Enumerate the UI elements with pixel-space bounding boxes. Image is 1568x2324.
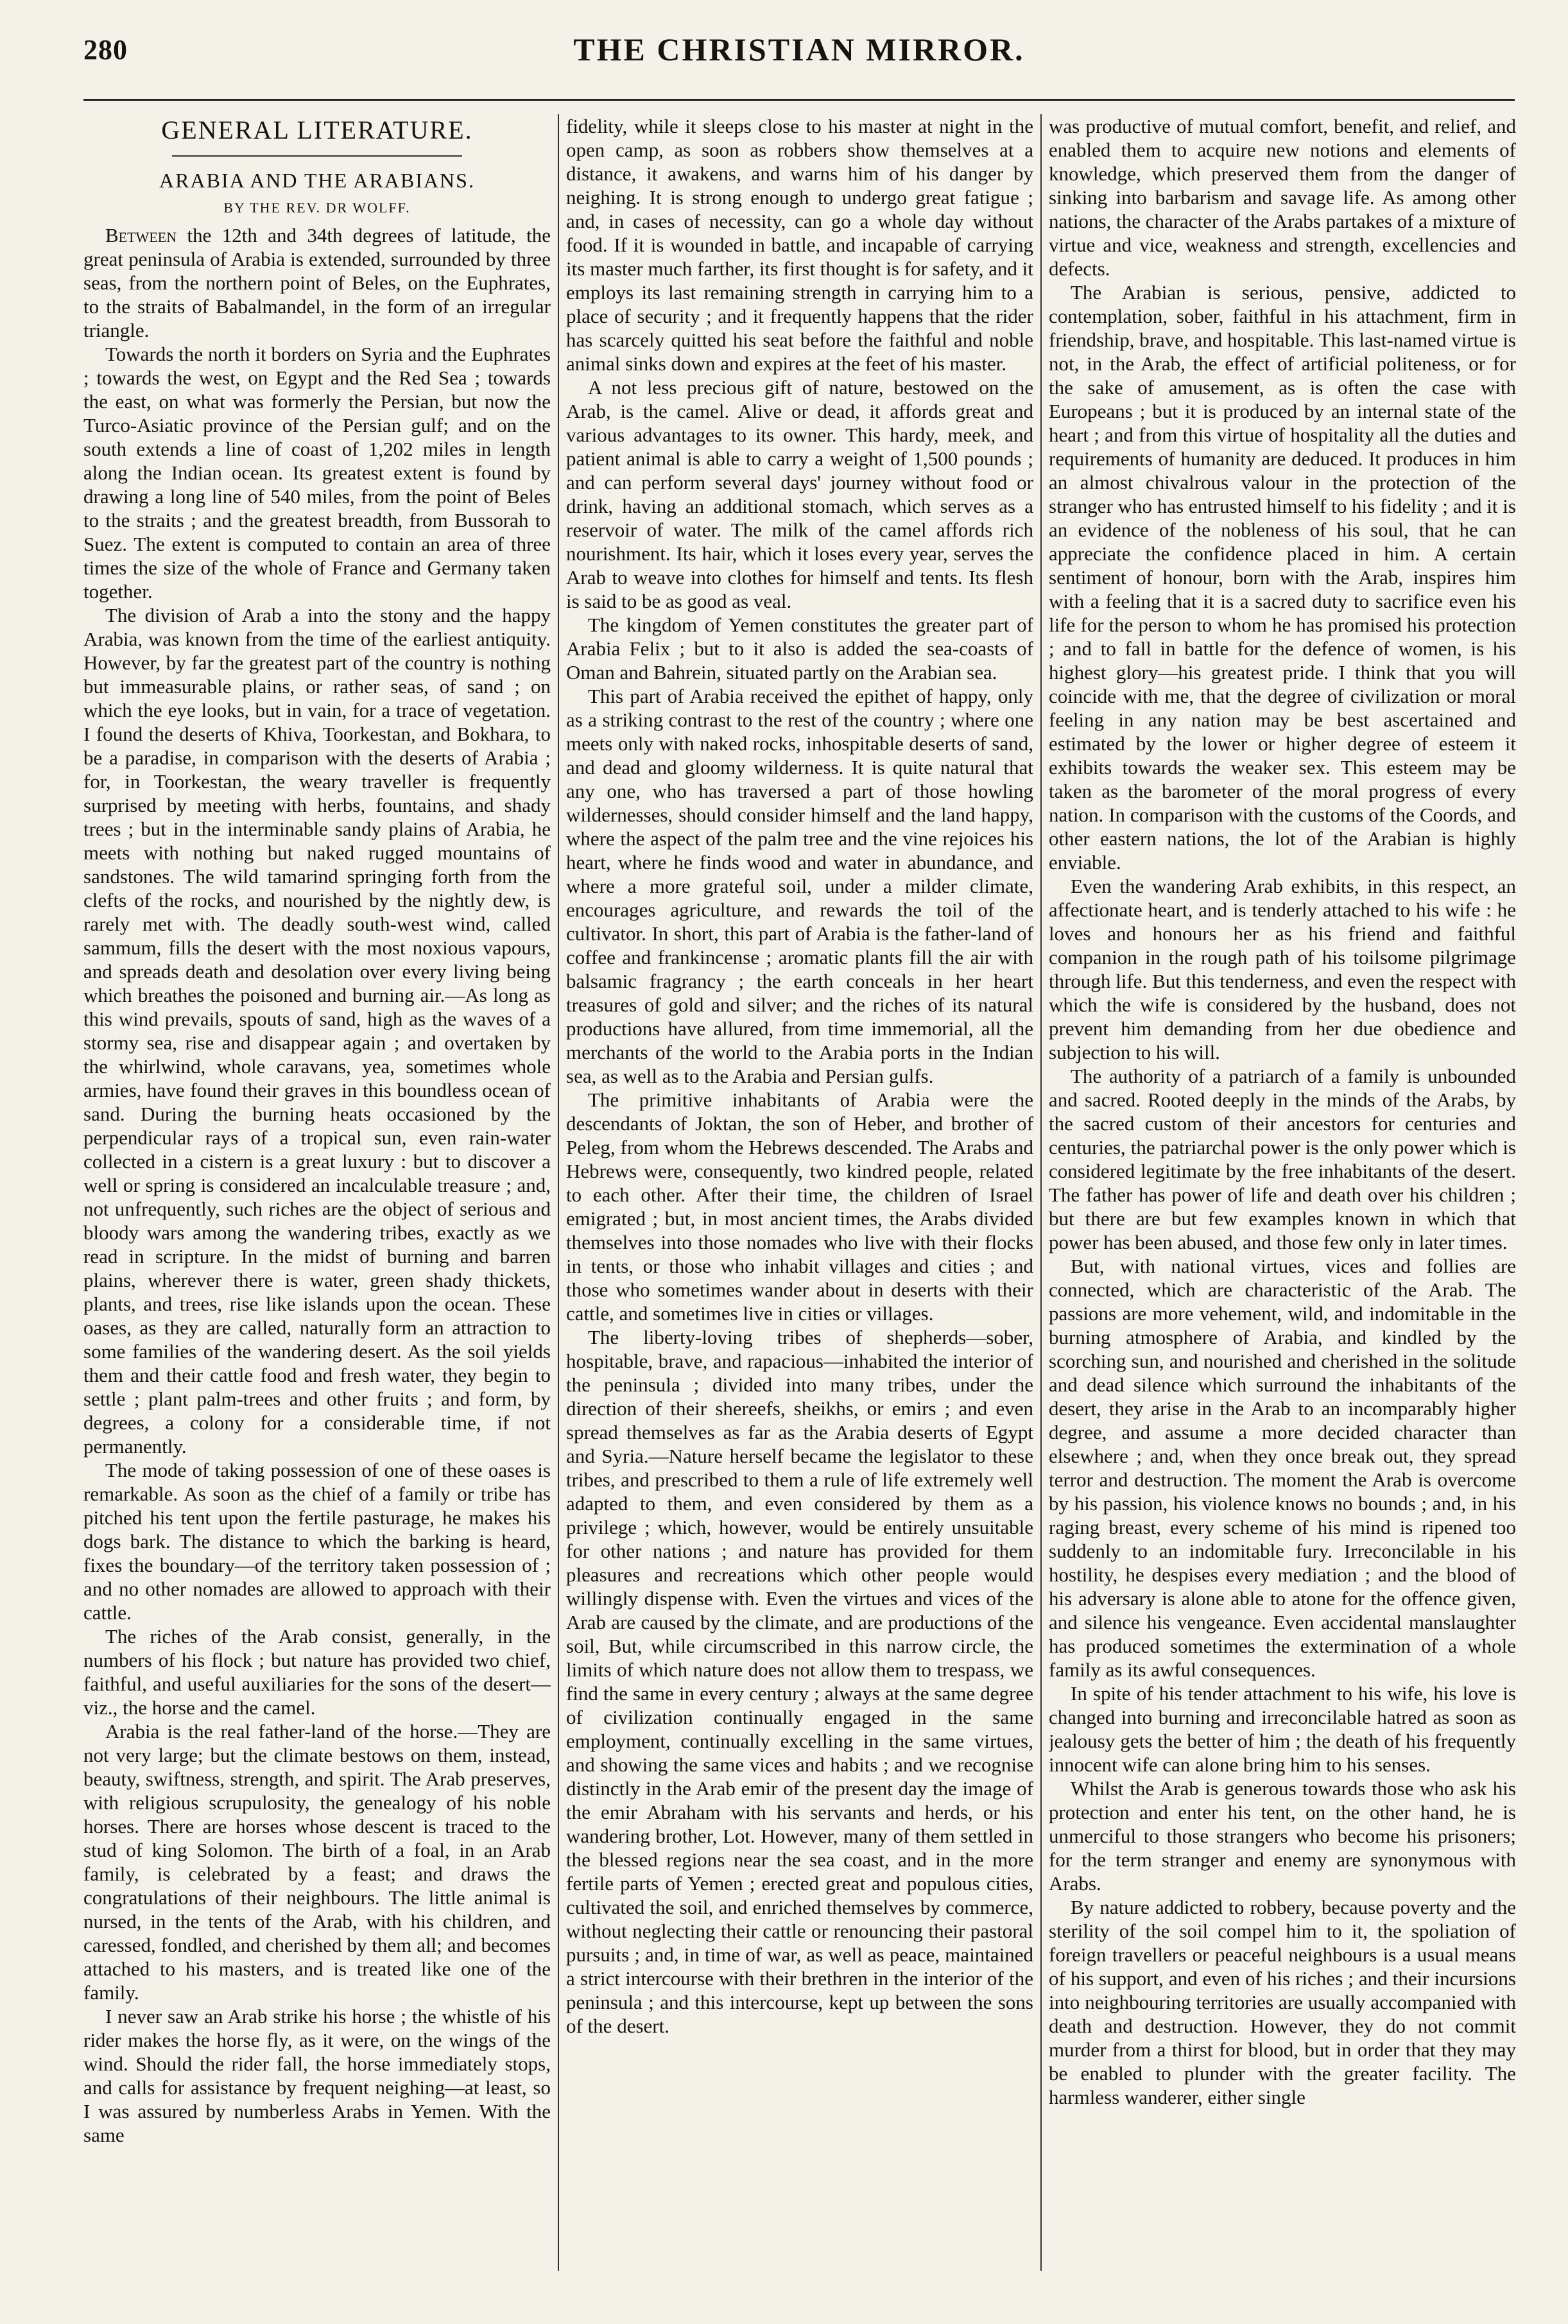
article-byline: BY THE REV. DR WOLFF.	[223, 200, 411, 216]
paragraph: The primitive inhabitants of Arabia were the descendants of Joktan, the son of Heber, and brother of Peleg, from whom the Hebrews descended. The Arabs and Hebrews were, consequently, two kindred people, related to each other. After their time, the children of Israel emigrated ; but, in most ancient times, the Arabs divided themselves into those nomades who live with their flocks in tents, or those who inhabit villages and cities ; and those who sometimes wander about in deserts with their cattle, and sometimes live in cities or villages.	[566, 1089, 1033, 1325]
paragraph: This part of Arabia received the epithet of happy, only as a striking contrast to the rest of the country ; where one meets only with naked rocks, inhospitable deserts of sand, and dead and gloomy wilderness. It is quite natural that any one, who has traversed a part of those howling wildernesses, should consider himself and the land happy, where the aspect of the palm tree and the vine rejoices his heart, where he finds wood and water in abundance, and where a more grateful soil, under a milder climate, encourages agriculture, and rewards the toil of the cultivator. In short, this part of Arabia is the father-land of coffee and frankincense ; aromatic plants fill the air with balsamic fragrancy ; the earth conceals in her heart treasures of gold and silver; and the riches of its natural productions have allured, from time immemorial, all the merchants of the world to the Arabia ports in the Indian sea, as well as to the Arabia and Persian gulfs.	[566, 685, 1033, 1087]
paragraph: Towards the north it borders on Syria and the Euphrates ; towards the west, on Egypt and the Red Sea ; towards the east, on what was formerly the Persian, but now the Turco-Asiatic province of the Persian gulf; and on the south extends a line of coast of 1,202 miles in length along the Indian ocean. Its greatest extent is found by drawing a long line of 540 miles, from the point of Beles to the straits ; and the greatest breadth, from Bussorah to Suez. The extent is computed to contain an area of three times the size of the whole of France and Germany taken together.	[83, 343, 551, 603]
section-rule	[172, 155, 461, 157]
column-3	[1049, 114, 1516, 2271]
paragraph: The authority of a patriarch of a family is unbounded and sacred. Rooted deeply in the minds of the Arabs, by the sacred custom of their ancestors for centuries and centuries, the patriarchal power is the only power which is considered legitimate by the free inhabitants of the desert. The father has power of life and death over his children ; but there are but few examples known in which that power has been abused, and those few only in later times.	[1049, 1065, 1516, 1253]
paragraph-text: the 12th and 34th degrees of latitude, the great peninsula of Arabia is extended, surrounded by three seas, from the northern point of Beles, on the Euphrates, to the straits of Babalmandel, in the form of an irregular triangle.	[83, 224, 551, 341]
lead-word: Between	[105, 224, 177, 246]
paragraph: The kingdom of Yemen constitutes the greater part of Arabia Felix ; but to it also is added the sea-coasts of Oman and Bahrein, situated partly on the Arabian sea.	[566, 614, 1033, 684]
paragraph: The mode of taking possession of one of these oases is remarkable. As soon as the chief of a family or tribe has pitched his tent upon the fertile pasturage, he makes his dogs bark. The distance to which the barking is heard, fixes the boundary—of the territory taken possession of ; and no other nomades are allowed to approach with their cattle.	[83, 1459, 551, 1624]
paragraph: fidelity, while it sleeps close to his master at night in the open camp, as soon as robbers show themselves at a distance, it awakens, and warns him of his danger by neighing. It is strong enough to undergo great fatigue ; and, in cases of necessity, can go a whole day without food. If it is wounded in battle, and incapable of carrying its master much farther, its first thought is for safety, and it employs its last remaining strength in carrying him to a place of security ; and it frequently happens that the rider has scarcely quitted his seat before the faithful and noble animal sinks down and expires at the feet of his master.	[566, 115, 1033, 375]
section-heading: GENERAL LITERATURE.	[161, 116, 473, 144]
paragraph: In spite of his tender attachment to his wife, his love is changed into burning and irreconcilable hatred as soon as jealousy gets the better of him ; the death of his frequently innocent wife can alone bring him to his senses.	[1049, 1682, 1516, 1776]
page-header	[83, 27, 1515, 104]
paragraph: The riches of the Arab consist, generally, in the numbers of his flock ; but nature has provided two chief, faithful, and useful auxiliaries for the sons of the desert—viz., the horse and the camel.	[83, 1625, 551, 1719]
running-title: THE CHRISTIAN MIRROR.	[573, 31, 1025, 67]
paragraph: By nature addicted to robbery, because poverty and the sterility of the soil compel him to it, the spoliation of foreign travellers or peaceful neighbours is a usual means of his support, and even of his riches ; and their incursions into neighbouring territories are usually accompanied with death and destruction. However, they do not commit murder from a thirst for blood, but in order that they may be enabled to plunder with the greater facility. The harmless wanderer, either single	[1049, 1896, 1516, 2108]
paragraph: Whilst the Arab is generous towards those who ask his protection and enter his tent, on the other hand, he is unmerciful to those strangers who become his prisoners; for the term stranger and enemy are synonymous with Arabs.	[1049, 1777, 1516, 1895]
paragraph: I never saw an Arab strike his horse ; the whistle of his rider makes the horse fly, as it were, on the wings of the wind. Should the rider fall, the horse immediately stops, and calls for assistance by frequent neighing—at least, so I was assured by numberless Arabs in Yemen. With the same	[83, 2005, 551, 2146]
column-rule	[1040, 114, 1042, 2271]
paragraph: The liberty-loving tribes of shepherds—sober, hospitable, brave, and rapacious—inhabited the interior of the peninsula ; divided into many tribes, under the direction of their shereefs, sheikhs, or emirs ; and even spread themselves as far as the Arabia deserts of Egypt and Syria.—Nature herself became the legislator to these tribes, and prescribed to them a rule of life extremely well adapted to them, and even considered by them as a privilege ; which, however, would be entirely unsuitable for other nations ; and nature has provided for them pleasures and recreations which other people would willingly dispense with. Even the virtues and vices of the Arab are caused by the climate, and are productions of the soil, But, while circumscribed in this narrow circle, the limits of which nature does not allow them to trespass, we find the same in every century ; always at the same degree of civilization continually engaged in the same employment, continually excelling in the same virtues, and showing the same vices and habits ; and we recognise distinctly in the Arab emir of the present day the image of the emir Abraham with his servants and herds, or his wandering brother, Lot. However, many of them settled in the blessed regions near the sea coast, and in the more fertile parts of Yemen ; erected great and populous cities, cultivated the soil, and enriched themselves by commerce, without neglecting their cattle or renouncing their pastoral pursuits ; and, in time of war, as well as peace, maintained a strict intercourse with their brethren in the interior of the peninsula ; and this intercourse, kept up between the sons of the desert.	[566, 1326, 1033, 2037]
header-rule	[83, 99, 1515, 101]
page-number: 280	[83, 34, 128, 65]
paragraph: The division of Arab a into the stony and the happy Arabia, was known from the time of the earliest antiquity. However, by far the greatest part of the country is nothing but immeasurable plains, or rather seas, of sand ; on which the eye looks, but in vain, for a trace of vegetation. I found the deserts of Khiva, Toorkestan, and Bokhara, to be a paradise, in comparison with the deserts of Arabia ; for, in Toorkestan, the weary traveller is frequently surprised by meeting with herbs, fountains, and shady trees ; but in the interminable sandy plains of Arabia, he meets with nothing but naked rugged mountains of sandstones. The wild tamarind springing forth from the clefts of the rocks, and nourished by the nightly dew, is rarely met with. The deadly south-west wind, called sammum, fills the desert with the most noxious vapours, and spreads death and desolation over every living being which breathes the poisoned and burning air.—As long as this wind prevails, spouts of sand, high as the waves of a stormy sea, rise and disappear again ; and overtaken by the whirlwind, whole caravans, yea, sometimes whole armies, have found their graves in this boundless ocean of sand. During the burning heats occasioned by the perpendicular rays of a tropical sun, even rain-water collected in a cistern is a great luxury : but to discover a well or spring is considered an incalculable treasure ; and, not unfrequently, such riches are the object of serious and bloody wars among the wandering tribes, exactly as we read in scripture. In the midst of burning and barren plains, wherever there is water, green shady thickets, plants, and trees, rise like islands upon the ocean. These oases, as they are called, naturally form an attraction to some families of the wandering desert. As the soil yields them and their cattle food and fresh water, they begin to settle ; plant palm-trees and other fruits ; and form, by degrees, a colony for a considerable time, if not permanently.	[83, 604, 551, 1458]
paragraph: Arabia is the real father-land of the horse.—They are not very large; but the climate bestows on them, instead, beauty, swiftness, strength, and spirit. The Arab preserves, with religious scrupulosity, the genealogy of his noble horses. There are horses whose descent is traced to the stud of king Solomon. The birth of a foal, in an Arab family, is celebrated by a feast; and draws the congratulations of their neighbours. The little animal is nursed, in the tents of the Arab, with his children, and caressed, fondled, and cherished by them all; and becomes attached to his masters, and is treated like one of the family.	[83, 1720, 551, 2004]
paragraph: The Arabian is serious, pensive, addicted to contemplation, sober, faithful in his attachment, firm in friendship, brave, and hospitable. This last-named virtue is not, in the Arab, the effect of artificial politeness, or for the sake of amusement, as is often the case with Europeans ; but it is produced by an internal state of the heart ; and from this virtue of hospitality all the duties and requirements of humanity are deduced. It produces in him an almost chivalrous valour in the protection of the stranger who has entrusted himself to his fidelity ; and it is an evidence of the nobleness of his soul, that he can appreciate the confidence placed in him. A certain sentiment of honour, born with the Arab, inspires him with a feeling that it is a sacred duty to sacrifice even his life for the person to whom he has promised his protection ; and to fall in battle for the defence of women, is his highest glory—his greatest pride. I think that you will coincide with me, that the degree of civilization or moral feeling in any nation may be best ascertained and estimated by the lower or higher degree of esteem it exhibits towards the weaker sex. This esteem may be taken as the barometer of the moral progress of every nation. In comparison with the customs of the Coords, and other eastern nations, the lot of the Arabian is highly enviable.	[1049, 281, 1516, 874]
paragraph	[83, 223, 551, 342]
article-title: ARABIA AND THE ARABIANS.	[159, 169, 475, 192]
paragraph: was productive of mutual comfort, benefit, and relief, and enabled them to acquire new notions and elements of knowledge, which preserved them from the danger of sinking into barbarism and savage life. As among other nations, the character of the Arabs partakes of a mixture of virtue and vice, weakness and strength, excellencies and defects.	[1049, 115, 1516, 280]
column-1	[83, 114, 551, 2271]
paragraph: A not less precious gift of nature, bestowed on the Arab, is the camel. Alive or dead, it affords great and various advantages to its owner. This hardy, meek, and patient animal is able to carry a weight of 1,500 pounds ; and can perform several days' journey without food or drink, having an additional stomach, which serves as a reservoir of water. The milk of the camel affords rich nourishment. Its hair, which it loses every year, serves the Arab to weave into clothes for himself and tents. Its flesh is said to be as good as veal.	[566, 376, 1033, 612]
paragraph: But, with national virtues, vices and follies are connected, which are characteristic of the Arab. The passions are more vehement, wild, and indomitable in the burning atmosphere of Arabia, and kindled by the scorching sun, and nourished and cherished in the solitude and dead silence which surround the inhabitants of the desert, they arise in the Arab to an incomparably higher degree, and assume a more decided character than elsewhere ; and, when they once break out, they spread terror and destruction. The moment the Arab is overcome by his passion, his violence knows no bounds ; and, in his raging breast, every scheme of his mind is ripened too suddenly to an indomitable fury. Irreconcilable in his hostility, he despises every mediation ; and the blood of his adversary is alone able to atone for the offence given, and silence his vengeance. Even accidental manslaughter has produced sometimes the extermination of a whole family as its awful consequences.	[1049, 1255, 1516, 1681]
column-2	[566, 114, 1033, 2271]
column-rule	[558, 114, 559, 2271]
paragraph: Even the wandering Arab exhibits, in this respect, an affectionate heart, and is tenderly attached to his wife : he loves and honours her as his friend and faithful companion in the rough path of his toilsome pilgrimage through life. But this tenderness, and even the respect with which the wife is considered by the husband, does not prevent him demanding from her due obedience and subjection to his will.	[1049, 875, 1516, 1063]
